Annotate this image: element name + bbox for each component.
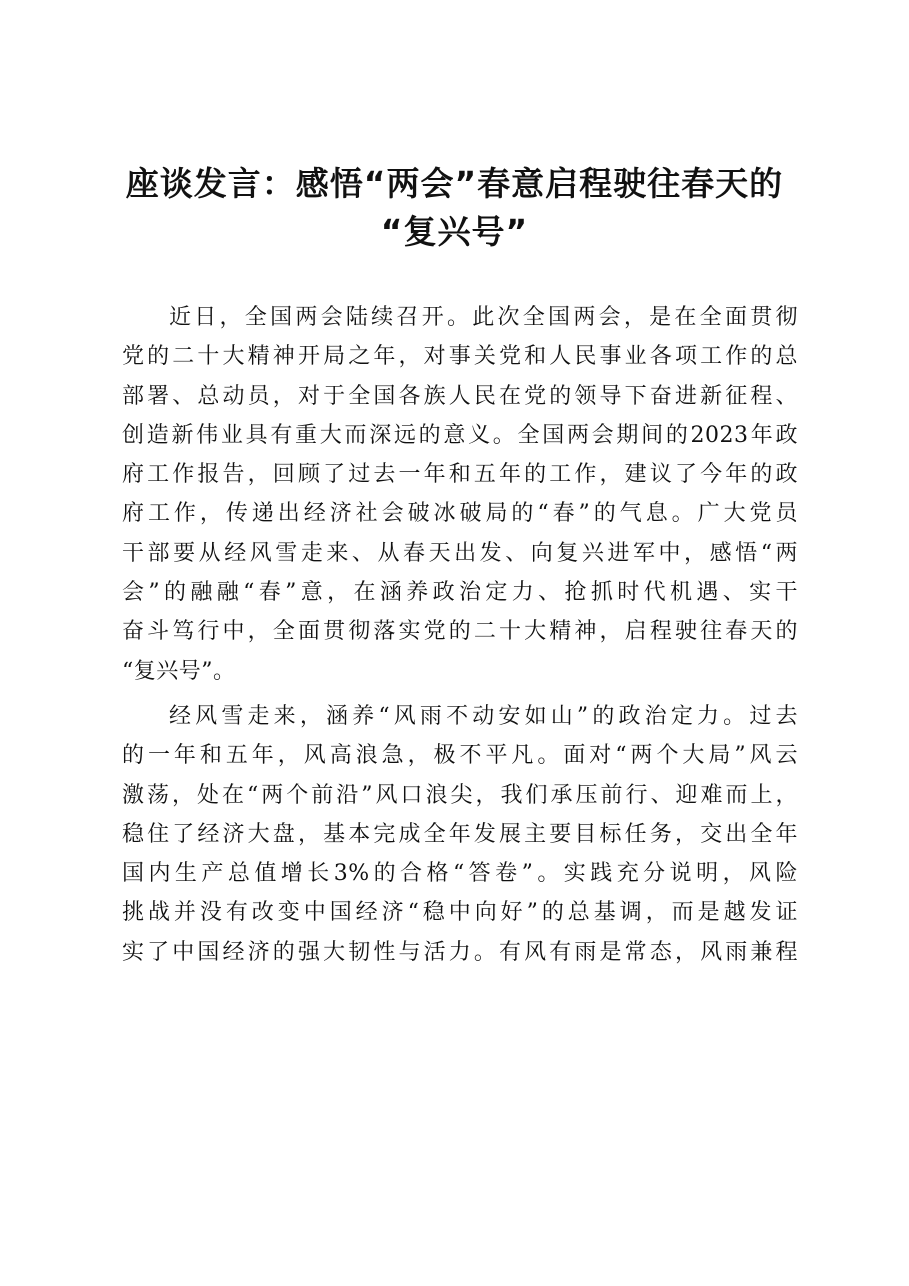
text-line: 奋斗笃行中，全面贯彻落实党的二十大精神，启程驶往春天的 — [122, 619, 798, 645]
title-line-2: “复兴号” — [380, 212, 529, 251]
text-line: 经风雪走来，涵养“风雨不动安如山”的政治定力。过去 — [169, 703, 798, 729]
text-line: 部署、总动员，对于全国各族人民在党的领导下奋进新征程、 — [122, 383, 798, 409]
text-line: 激荡，处在“两个前沿”风口浪尖，我们承压前行、迎难而上， — [122, 782, 798, 808]
text-line: 创造新伟业具有重大而深远的意义。全国两会期间的2023年政 — [122, 422, 798, 448]
document-body — [122, 298, 798, 972]
text-line: 稳住了经济大盘，基本完成全年发展主要目标任务，交出全年 — [122, 821, 798, 847]
text-line: 挑战并没有改变中国经济“稳中向好”的总基调，而是越发证 — [122, 900, 798, 926]
text-line: 国内生产总值增长3%的合格“答卷”。实践充分说明，风险 — [122, 861, 798, 887]
text-line: 近日，全国两会陆续召开。此次全国两会，是在全面贯彻 — [169, 305, 798, 330]
text-line: 实了中国经济的强大韧性与活力。有风有雨是常态，风雨兼程 — [122, 939, 798, 965]
text-line: 府工作报告，回顾了过去一年和五年的工作，建议了今年的政 — [122, 462, 798, 488]
text-line: “复兴号”。 — [122, 658, 236, 684]
paragraph-2 — [122, 697, 798, 972]
text-line: 会”的融融“春”意，在涵养政治定力、抢抓时代机遇、实干 — [122, 580, 798, 606]
text-line: 党的二十大精神开局之年，对事关党和人民事业各项工作的总 — [122, 344, 798, 370]
text-line: 府工作，传递出经济社会破冰破局的“春”的气息。广大党员 — [122, 501, 798, 527]
document-title — [110, 160, 799, 256]
title-line-1: 座谈发言：感悟“两会”春意启程驶往春天的 — [125, 164, 784, 203]
text-line: 干部要从经风雪走来、从春天出发、向复兴进军中，感悟“两 — [122, 540, 798, 566]
paragraph-1 — [122, 298, 798, 691]
text-line: 的一年和五年，风高浪急，极不平凡。面对“两个大局”风云 — [122, 743, 798, 769]
